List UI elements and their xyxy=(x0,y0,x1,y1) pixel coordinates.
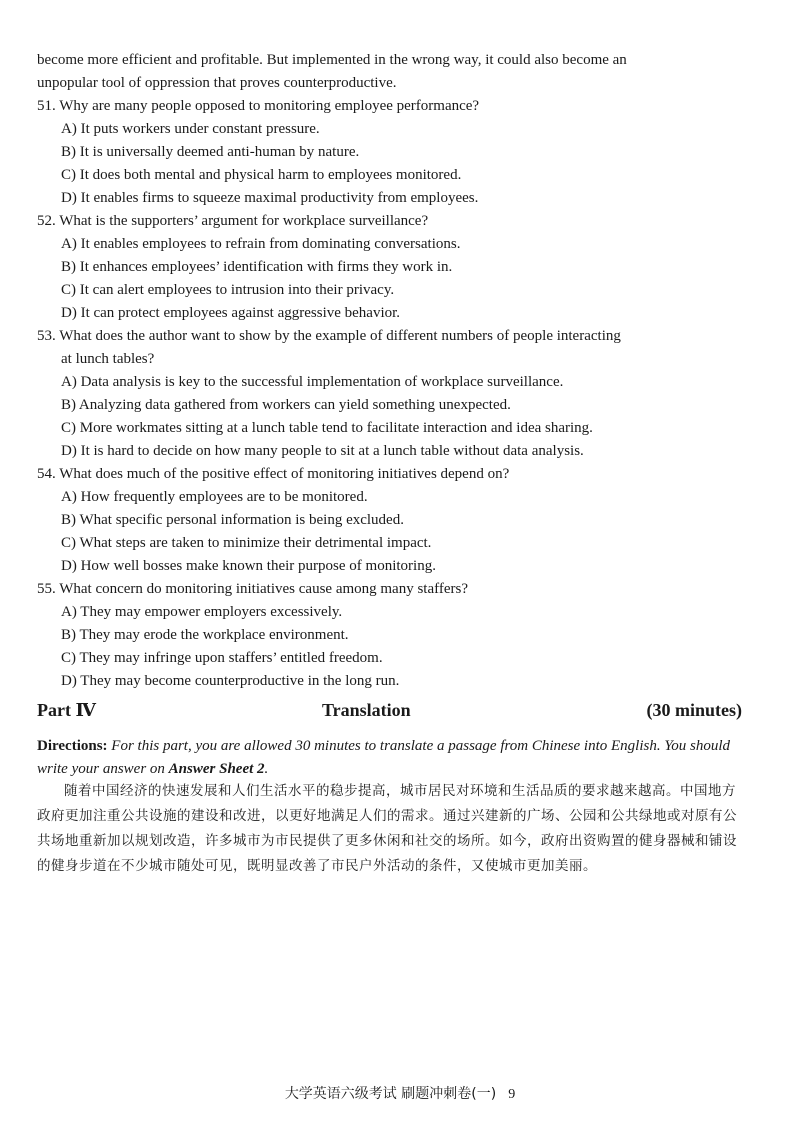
directions-end: . xyxy=(264,761,269,777)
answer-option: D) It is hard to decide on how many people to sit at a lunch table without data analysis. xyxy=(61,443,584,459)
answer-option: A) It puts workers under constant pressure. xyxy=(61,121,320,137)
question-stem: 51. Why are many people opposed to monitoring employee performance? xyxy=(37,98,480,114)
question-stem: 52. What is the supporters’ argument for workplace surveillance? xyxy=(37,213,429,229)
part-header xyxy=(37,700,742,726)
answer-option: B) Analyzing data gathered from workers can yield something unexpected. xyxy=(61,397,511,413)
question-stem: 53. What does the author want to show by the example of different numbers of people interacting xyxy=(37,328,621,344)
directions-text: For this part, you are allowed 30 minutes to translate a passage from Chinese into English. You should write your answer on xyxy=(37,738,731,777)
answer-option: A) Data analysis is key to the successful implementation of workplace surveillance. xyxy=(61,374,564,390)
answer-option: D) It can protect employees against aggressive behavior. xyxy=(61,305,401,321)
answer-sheet-ref: Answer Sheet 2 xyxy=(168,761,265,777)
directions xyxy=(37,735,743,781)
answer-option: B) They may erode the workplace environment. xyxy=(61,627,349,643)
question-stem: 55. What concern do monitoring initiatives cause among many staffers? xyxy=(37,581,468,597)
answer-option: B) What specific personal information is being excluded. xyxy=(61,512,404,528)
answer-option: D) How well bosses make known their purpose of monitoring. xyxy=(61,558,436,574)
answer-option: C) It does both mental and physical harm to employees monitored. xyxy=(61,167,462,183)
footer-title: 大学英语六级考试 刷题冲刺卷(一) xyxy=(284,1086,497,1102)
answer-option: D) It enables firms to squeeze maximal productivity from employees. xyxy=(61,190,479,206)
answer-option: C) More workmates sitting at a lunch table tend to facilitate interaction and idea sharing. xyxy=(61,420,593,436)
answer-option: C) It can alert employees to intrusion into their privacy. xyxy=(61,282,395,298)
answer-option: C) They may infringe upon staffers’ entitled freedom. xyxy=(61,650,383,666)
part-title: Translation xyxy=(322,700,411,720)
part-time: (30 minutes) xyxy=(646,700,742,720)
answer-option: A) They may empower employers excessively. xyxy=(61,604,343,620)
question-stem: 54. What does much of the positive effect of monitoring initiatives depend on? xyxy=(37,466,510,482)
answer-option: D) They may become counterproductive in the long run. xyxy=(61,673,400,689)
question-stem-continued: at lunch tables? xyxy=(61,351,155,367)
answer-option: B) It enhances employees’ identification with firms they work in. xyxy=(61,259,453,275)
answer-option: C) What steps are taken to minimize their detrimental impact. xyxy=(61,535,432,551)
page-number: 9 xyxy=(508,1087,516,1102)
answer-option: A) How frequently employees are to be monitored. xyxy=(61,489,368,505)
passage-line: unpopular tool of oppression that proves counterproductive. xyxy=(37,75,397,91)
chinese-passage: 随着中国经济的快速发展和人们生活水平的稳步提高，城市居民对环境和生活品质的要求越来越高。中国地方政府更加注重公共设施的建设和改进，以更好地满足人们的需求。通过兴建新的广场、公园和公共绿地或对原有公共场地重新加以规划改造，许多城市为市民提供了更多休闲和社交的场所。如今，政府出资购置的健身器械和铺设的健身步道在不少城市随处可见，既明显改善了市民户外活动的条件，又使城市更加美丽。 xyxy=(37,783,737,874)
passage-line: become more efficient and profitable. But implemented in the wrong way, it could also become an xyxy=(37,52,627,68)
part-label: Part Ⅳ xyxy=(37,700,96,720)
answer-option: A) It enables employees to refrain from dominating conversations. xyxy=(61,236,461,252)
directions-label: Directions: xyxy=(37,738,108,754)
answer-option: B) It is universally deemed anti-human by nature. xyxy=(61,144,360,160)
page-footer xyxy=(0,1083,800,1103)
